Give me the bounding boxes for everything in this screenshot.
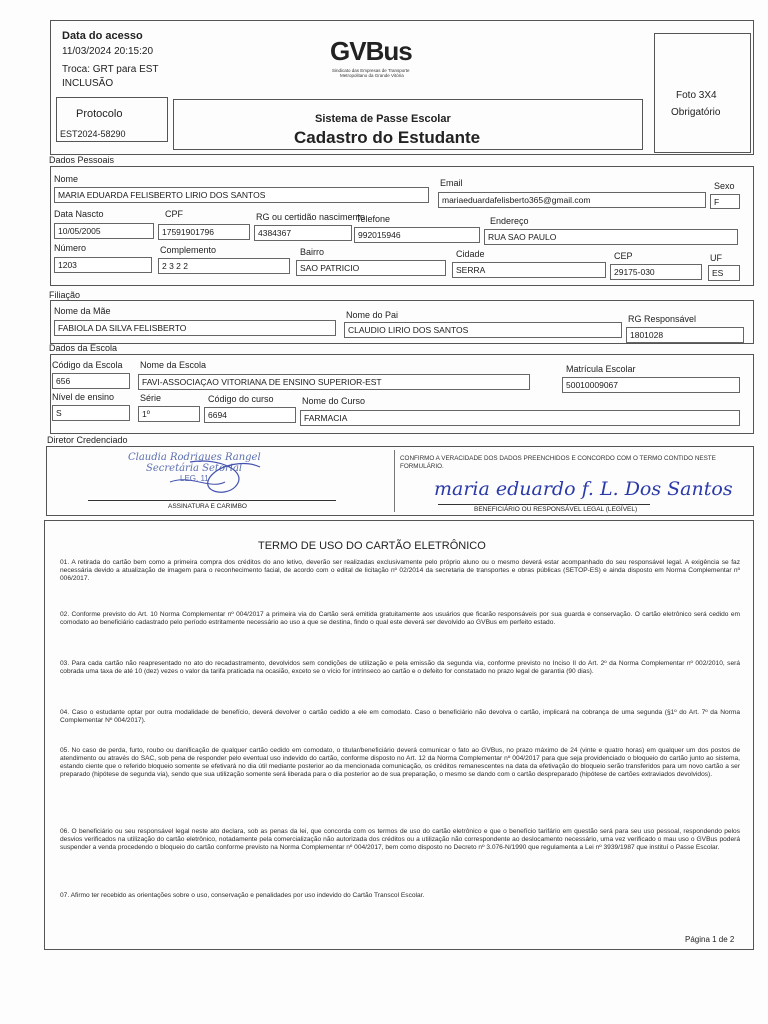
cpf-field: 17591901796 [158, 224, 250, 240]
section-filiacao: Filiação [49, 290, 81, 300]
divider-vertical [394, 450, 395, 512]
codigo-escola-field: 656 [52, 373, 130, 389]
nasc-label: Data Nascto [54, 209, 104, 219]
rg-label: RG ou certidão nascimento [256, 212, 366, 222]
beneficiario-label: BENEFICIÁRIO OU RESPONSÁVEL LEGAL (LEGÍVEL) [474, 506, 638, 513]
logo-tagline-1: Sindicato das Empresas de Transporte [332, 68, 410, 73]
cep-field: 29175-030 [610, 264, 702, 280]
endereco-label: Endereço [490, 216, 529, 226]
student-signature: maria eduardo f. L. Dos Santos [434, 478, 733, 500]
complemento-field: 2 3 2 2 [158, 258, 290, 274]
nome-escola-label: Nome da Escola [140, 360, 207, 370]
endereco-field: RUA SAO PAULO [484, 229, 738, 245]
numero-label: Número [54, 243, 87, 253]
cep-label: CEP [614, 251, 633, 261]
termo-item-06: 06. O beneficiário ou seu responsável legal neste ato declara, sob as penas da lei, que concorda com os termos de uso do cartão eletrônico e que o benefício tarifário em questão será para seu uso pessoal, respondendo pelos desvios verificados na utilização do cartão eletrônico, notadamente pela comercialização não autorizada dos créditos ou a utilização não correspondente ao deslocamento necessário, uma vez verificado o mau uso o GVBus poderá suspender a venda procedendo o bloqueio do cartão conforme previsto na Norma Complementar nº 004/2017, bem como disposto no Decreto nº 3.076-N/1990 que regulamenta a Lei nº 3939/1987 que instituí o Passe Escolar. [60, 828, 740, 851]
director-signature [150, 452, 280, 502]
photo-required: Obrigatório [671, 107, 721, 118]
uf-label: UF [710, 253, 722, 263]
assinatura-label: ASSINATURA E CARIMBO [168, 503, 247, 510]
serie-field: 1º [138, 406, 200, 422]
nome-curso-label: Nome do Curso [302, 396, 366, 406]
tel-label: Telefone [356, 214, 391, 224]
termo-item-03: 03. Para cada cartão não reapresentado no ato do recadastramento, devolvidos sem condições de utilização e pela emissão da segunda via, conforme previsto no Inciso II do Art. 2º da Norma Complementar nº 002/2010, será cobrada uma taxa de até 10 (dez) vezes o valor da tarifa praticada na ocasião, exceto se o vício for intrínseco ao cartão e o defeito for constatado no prazo legal de garantia (90 dias). [60, 660, 740, 675]
termo-item-02: 02. Conforme previsto do Art. 10 Norma Complementar nº 004/2017 a primeira via do Cartão será emitida gratuitamente aos usuários que ficarão responsáveis por sua guarda e conservação. O cartão eletrônico será cedido em comodato ao beneficiário cadastrado pelo período estritamente necessário ao uso a que se destina, findo o qual este deverá ser devolvido ao GVBus em perfeito estado. [60, 611, 740, 626]
rg-field: 4384367 [254, 225, 352, 241]
termo-item-05: 05. No caso de perda, furto, roubo ou danificação de qualquer cartão cedido em comodato, o titular/beneficiário deverá comunicar o fato ao GVBus, no prazo máximo de 24 (vinte e quatro horas) em qualquer um dos postos de atendimento ou através do SAC, sob pena de responder pelo eventual uso indevido do cartão, conforme disposto no Art. 12 da Norma Complementar nº 004/2017 para que seja providenciado o bloqueio do cartão junto ao sistema, estando ciente que o referido bloqueio somente se efetivará no dia útil mediante posterior ao da mencionada comunicação, os créditos remanescentes na data da efetivação do bloqueio serão transferidos para um novo cartão a ser preparado (hipótese de segunda via), sendo que sua utilização somente será liberada para o dia posterior ao de sua preparação, o mesmo se dando com o cartão despreparado (hipótese de cartões extraviados devolvidos). [60, 747, 740, 778]
nome-field: MARIA EDUARDA FELISBERTO LIRIO DOS SANTOS [54, 187, 429, 203]
section-dados-escola: Dados da Escola [49, 343, 118, 353]
stamp-name: Claudia Rodrigues Rangel [128, 452, 261, 463]
serie-label: Série [140, 393, 162, 403]
sexo-field: F [710, 194, 740, 209]
matricula-label: Matrícula Escolar [566, 364, 636, 374]
signature-line-student [438, 504, 650, 505]
matricula-field: 50010009067 [562, 377, 740, 393]
stamp-role: Secretária Setorial [146, 463, 243, 474]
termo-frame [44, 520, 754, 950]
access-title: Data do acesso [62, 30, 143, 42]
logo-tagline-2: Metropolitano da Grande Vitória [340, 73, 404, 78]
email-label: Email [440, 178, 463, 188]
photo-label: Foto 3X4 [676, 90, 717, 101]
section-diretor: Diretor Credenciado [47, 435, 128, 445]
mae-field: FABIOLA DA SILVA FELISBERTO [54, 320, 336, 336]
access-status: INCLUSÃO [62, 78, 114, 89]
access-datetime: 11/03/2024 20:15:20 [62, 46, 154, 57]
rg-responsavel-field: 1801028 [626, 327, 744, 343]
email-field: mariaeduardafelisberto365@gmail.com [438, 192, 706, 208]
pai-label: Nome do Pai [346, 310, 399, 320]
cidade-label: Cidade [456, 249, 485, 259]
confirm-text: CONFIRMO A VERACIDADE DOS DADOS PREENCHIDOS E CONCORDO COM O TERMO CONTIDO NESTE FORMULÁRIO. [400, 455, 716, 470]
bairro-label: Bairro [300, 247, 325, 257]
numero-field: 1203 [54, 257, 152, 273]
codigo-curso-label: Código do curso [208, 394, 274, 404]
access-troca: Troca: GRT para EST [62, 64, 159, 75]
sexo-label: Sexo [714, 181, 735, 191]
nome-escola-field: FAVI-ASSOCIAÇAO VITORIANA DE ENSINO SUPERIOR-EST [138, 374, 530, 390]
nivel-label: Nível de ensino [52, 392, 115, 402]
uf-field: ES [708, 265, 740, 281]
tel-field: 992015946 [354, 227, 480, 243]
nome-curso-field: FARMACIA [300, 410, 740, 426]
termo-title: TERMO DE USO DO CARTÃO ELETRÔNICO [258, 540, 486, 552]
section-dados-pessoais: Dados Pessoais [49, 155, 115, 165]
nivel-field: S [52, 405, 130, 421]
codigo-curso-field: 6694 [204, 407, 296, 423]
codigo-escola-label: Código da Escola [52, 360, 123, 370]
termo-item-07: 07. Afirmo ter recebido as orientações sobre o uso, conservação e penalidades por uso indevido do Cartão Transcol Escolar. [60, 892, 425, 899]
protocolo-value: EST2024-58290 [60, 129, 126, 139]
termo-item-04: 04. Caso o estudante optar por outra modalidade de benefício, deverá devolver o cartão cedido a ele em comodato. Caso o beneficiário não devolva o cartão, implicará na cobrança de uma segunda (§1º do Art. 7º da Norma Complementar Nº 004/2017). [60, 709, 740, 724]
cpf-label: CPF [165, 209, 183, 219]
complemento-label: Complemento [160, 245, 217, 255]
page-title: Cadastro do Estudante [294, 128, 481, 147]
mae-label: Nome da Mãe [54, 306, 111, 316]
nome-label: Nome [54, 174, 79, 184]
system-title: Sistema de Passe Escolar [315, 113, 451, 125]
protocolo-label: Protocolo [76, 108, 123, 120]
termo-item-01: 01. A retirada do cartão bem como a primeira compra dos créditos do ano letivo, deverão ser realizadas exclusivamente pelo próprio aluno ou o mesmo deverá estar acompanhado do seu responsável legal. A exigência se faz necessária devido a atualização de imagem para o reconhecimento facial, de acordo com o edital de licitação nº 02/2014 da secretaria de transportes e obras públicas (SETOP-ES) e ainda disposto em Norma Complementar nº 006/2017. [60, 559, 740, 582]
pai-field: CLAUDIO LIRIO DOS SANTOS [344, 322, 622, 338]
cidade-field: SERRA [452, 262, 606, 278]
bairro-field: SAO PATRICIO [296, 260, 446, 276]
logo-text: GVBus [330, 36, 412, 66]
rg-responsavel-label: RG Responsável [628, 314, 697, 324]
stamp-leg: LEG. 11 [180, 474, 209, 483]
signature-line-director [88, 500, 336, 501]
nasc-field: 10/05/2005 [54, 223, 154, 239]
gvbus-logo [330, 36, 440, 86]
page-number: Página 1 de 2 [685, 935, 735, 944]
